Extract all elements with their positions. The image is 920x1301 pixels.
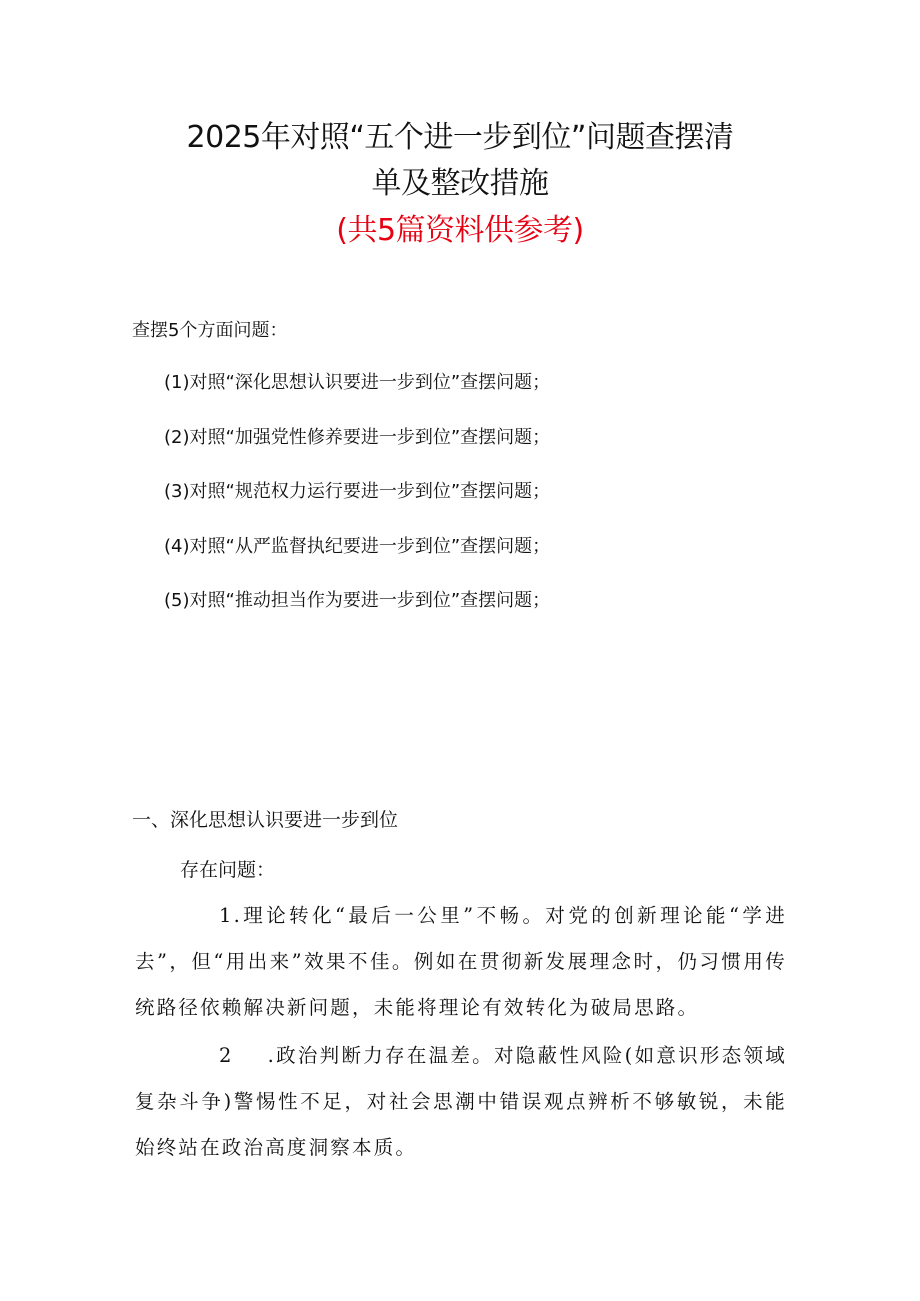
document-subtitle: (共5篇资料供参考) xyxy=(336,213,584,248)
problem-number: 2 xyxy=(219,1044,234,1067)
checklist-item: (1)对照“深化思想认识要进一步到位”查摆问题； xyxy=(164,372,551,393)
document-title-line-2: 单及整改措施 xyxy=(371,166,549,201)
checklist-item: (5)对照“推动担当作为要进一步到位”查摆问题； xyxy=(164,590,551,611)
section-heading: 一、深化思想认识要进一步到位 xyxy=(132,809,399,831)
checklist xyxy=(164,370,550,643)
problem-paragraph-1 xyxy=(135,893,787,1031)
checklist-item: (2)对照“加强党性修养要进一步到位”查摆问题； xyxy=(164,426,551,448)
problem-number: 1 xyxy=(219,904,234,927)
problem-text: .政治判断力存在温差。对隐蔽性风险(如意识形态领域复杂斗争)警惕性不足，对社会思潮中错误观点辨析不够敏锐，未能始终站在政治高度洞察本质。 xyxy=(135,1044,787,1159)
checklist-item: (4)对照“从严监督执纪要进一步到位”查摆问题； xyxy=(164,535,551,557)
document-title-line-1: 2025年对照“五个进一步到位”问题查摆清 xyxy=(186,120,734,155)
section-subheading: 存在问题： xyxy=(180,859,276,881)
problem-paragraph-2 xyxy=(135,1033,787,1171)
problem-text: .理论转化“最后一公里”不畅。对党的创新理论能“学进去”，但“用出来”效果不佳。例如在贯彻新发展理念时，仍习惯用传统路径依赖解决新问题，未能将理论有效转化为破局思路。 xyxy=(135,904,787,1019)
intro-text: 查摆5个方面问题： xyxy=(132,320,288,341)
checklist-item: (3)对照“规范权力运行要进一步到位”查摆问题； xyxy=(164,481,551,502)
